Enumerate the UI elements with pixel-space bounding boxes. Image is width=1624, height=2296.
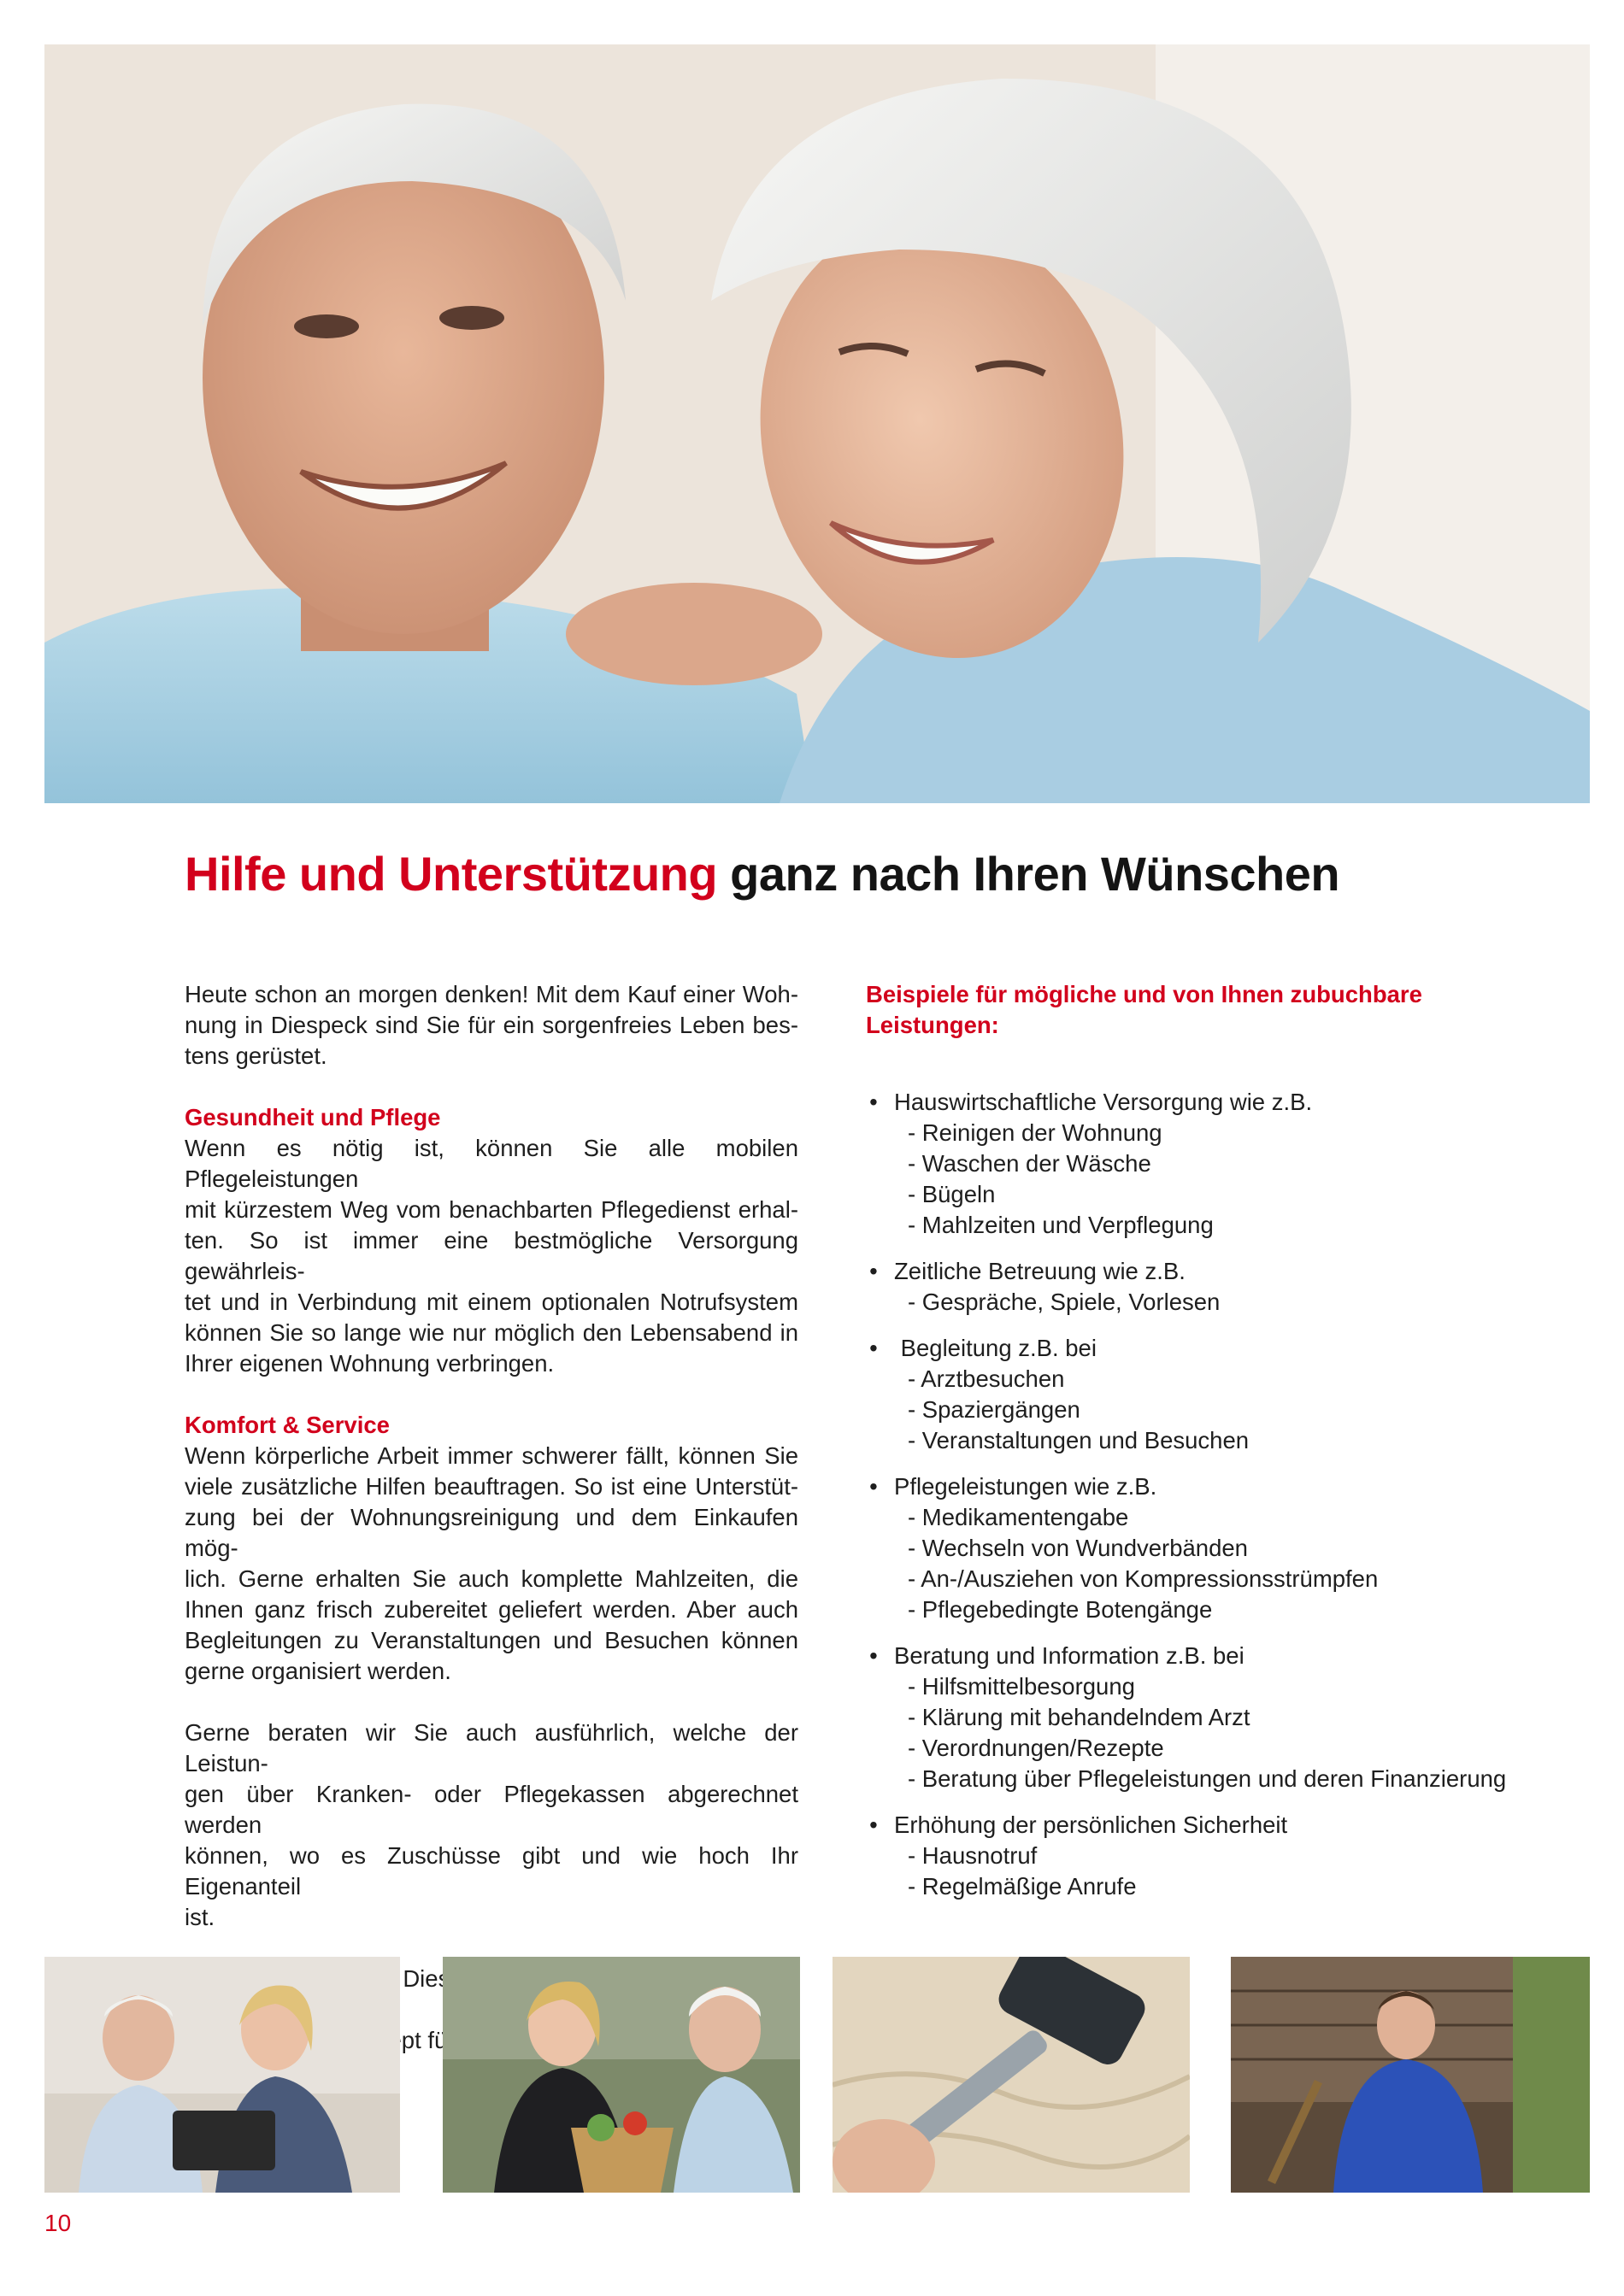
service-item: - Hausnotruf (908, 1842, 1038, 1869)
intro-line: nung in Diespeck sind Sie für ein sorgenfreies Leben bes- (185, 1012, 798, 1038)
bullet-icon: • (869, 1642, 878, 1669)
service-item: - Arztbesuchen (908, 1365, 1065, 1392)
health-line: ten. So ist immer eine bestmögliche Versorgung gewährleis- (185, 1227, 798, 1284)
service-item: - Wechseln von Wundverbänden (908, 1535, 1248, 1561)
gardener-photo (1231, 1957, 1590, 2193)
services-heading: Leistungen: (866, 1012, 999, 1038)
grocery-illustration (443, 1957, 800, 2193)
vacuum-illustration (833, 1957, 1190, 2193)
service-group-title: Begleitung z.B. bei (894, 1335, 1097, 1361)
service-item: - Beratung über Pflegeleistungen und deren Finanzierung (908, 1765, 1507, 1792)
service-item: - Hilfsmittelbesorgung (908, 1673, 1135, 1700)
services-heading: Beispiele für mögliche und von Ihnen zubuchbare (866, 981, 1422, 1007)
bullet-icon: • (869, 1473, 878, 1500)
service-group (866, 1641, 1567, 1794)
service-item: - Veranstaltungen und Besuchen (908, 1427, 1250, 1453)
service-item: - Bügeln (908, 1181, 996, 1207)
headline-rest: ganz nach Ihren Wünschen (717, 847, 1340, 901)
service-item: - Mahlzeiten und Verpflegung (908, 1212, 1214, 1238)
closing-line: für (427, 2027, 456, 2053)
comfort-line: viele zusätzliche Hilfen beauftragen. So ist eine Unterstüt- (185, 1473, 798, 1500)
service-group-title: Beratung und Information z.B. bei (894, 1642, 1244, 1669)
service-item: - Waschen der Wäsche (908, 1150, 1151, 1177)
caregiver-illustration (44, 1957, 400, 2193)
comfort-line: lich. Gerne erhalten Sie auch komplette Mahlzeiten, die (185, 1565, 798, 1592)
comfort-line: zung bei der Wohnungsreinigung und dem Einkaufen mög- (185, 1504, 798, 1561)
page-headline (185, 846, 1467, 901)
service-item: - Gespräche, Spiele, Vorlesen (908, 1289, 1221, 1315)
health-line: können Sie so lange wie nur möglich den Lebensabend in (185, 1319, 798, 1346)
health-line: mit kürzestem Weg vom benachbarten Pflegedienst erhal- (185, 1196, 798, 1223)
advice-line: ist. (185, 1904, 215, 1930)
bullet-icon: • (869, 1258, 878, 1284)
service-group-title: Zeitliche Betreuung wie z.B. (894, 1258, 1186, 1284)
service-group (866, 1810, 1567, 1902)
advice-line: können, wo es Zuschüsse gibt und wie hoch Ihr Eigenanteil (185, 1842, 798, 1900)
service-item: - Spaziergängen (908, 1396, 1080, 1423)
intro-line: tens gerüstet. (185, 1042, 327, 1069)
bullet-icon: • (869, 1335, 878, 1361)
advice-line: Gerne beraten wir Sie auch ausführlich, welche der Leistun- (185, 1719, 798, 1776)
comfort-heading: Komfort & Service (185, 1412, 390, 1438)
page-number: 10 (44, 2210, 72, 2236)
caregiver-with-senior-photo (44, 1957, 400, 2193)
health-line: Wenn es nötig ist, können Sie alle mobilen Pflegeleistungen (185, 1135, 798, 1192)
right-services-column (866, 979, 1567, 1902)
service-item: - Reinigen der Wohnung (908, 1119, 1162, 1146)
service-item: - Regelmäßige Anrufe (908, 1873, 1137, 1900)
comfort-line: Ihnen ganz frisch zubereitet geliefert werden. Aber auch (185, 1596, 798, 1623)
bullet-icon: • (869, 1812, 878, 1838)
service-group (866, 1256, 1567, 1318)
senior-couple-illustration (44, 44, 1590, 803)
service-item: - Medikamentengabe (908, 1504, 1129, 1530)
comfort-line: gerne organisiert werden. (185, 1658, 451, 1684)
service-item: - Klärung mit behandelndem Arzt (908, 1704, 1250, 1730)
advice-line: gen über Kranken- oder Pflegekassen abgerechnet werden (185, 1781, 798, 1838)
service-group (866, 1333, 1567, 1456)
headline-accent: Hilfe und Unterstützung (185, 847, 718, 901)
service-group-title: Hauswirtschaftliche Versorgung wie z.B. (894, 1089, 1313, 1115)
hero-photo (44, 44, 1590, 803)
grocery-delivery-photo (443, 1957, 800, 2193)
service-group (866, 1471, 1567, 1625)
bullet-icon: • (869, 1089, 878, 1115)
health-heading: Gesundheit und Pflege (185, 1104, 441, 1130)
comfort-line: Wenn körperliche Arbeit immer schwerer fällt, können Sie (185, 1442, 798, 1469)
service-group-title: Pflegeleistungen wie z.B. (894, 1473, 1157, 1500)
service-item: - Verordnungen/Rezepte (908, 1735, 1164, 1761)
left-text-column (185, 979, 798, 2056)
service-item: - Pflegebedingte Botengänge (908, 1596, 1213, 1623)
service-group (866, 1087, 1567, 1241)
service-item: - An-/Ausziehen von Kompressionsstrümpfen (908, 1565, 1379, 1592)
gardener-illustration (1231, 1957, 1590, 2193)
services-list (866, 1087, 1567, 1902)
health-line: Ihrer eigenen Wohnung verbringen. (185, 1350, 555, 1377)
health-line: tet und in Verbindung mit einem optionalen Notrufsystem (185, 1289, 798, 1315)
comfort-line: Begleitungen zu Veranstaltungen und Besuchen können (185, 1627, 798, 1653)
service-group-title: Erhöhung der persönlichen Sicherheit (894, 1812, 1288, 1838)
intro-line: Heute schon an morgen denken! Mit dem Kauf einer Woh- (185, 981, 798, 1007)
vacuum-cleaning-photo (833, 1957, 1190, 2193)
